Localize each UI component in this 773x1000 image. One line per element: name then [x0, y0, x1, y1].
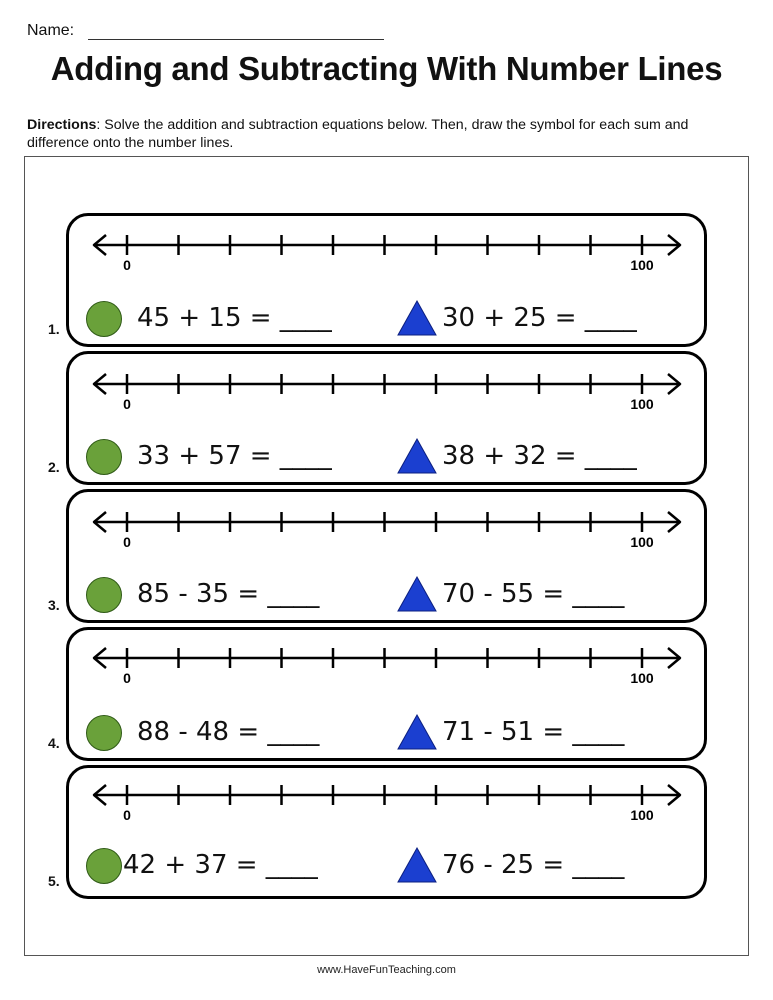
tick-label-end: 100 [630, 670, 654, 686]
circle-equation: 45 + 15 = ____ [137, 303, 332, 333]
circle-symbol-icon [86, 577, 122, 613]
circle-equation: 85 - 35 = ____ [137, 579, 320, 609]
tick-label-start: 0 [123, 257, 131, 273]
directions-label: Directions [27, 117, 97, 133]
circle-equation: 33 + 57 = ____ [137, 441, 332, 471]
tick-label-end: 100 [630, 396, 654, 412]
problem-number: 2. [48, 459, 60, 475]
name-label: Name: [27, 22, 75, 39]
triangle-equation: 76 - 25 = ____ [442, 850, 625, 880]
triangle-symbol-icon [397, 576, 437, 612]
triangle-symbol-icon [397, 438, 437, 474]
tick-label-start: 0 [123, 396, 131, 412]
triangle-equation: 70 - 55 = ____ [442, 579, 625, 609]
circle-symbol-icon [86, 439, 122, 475]
worksheet-title: Adding and Subtracting With Number Lines [50, 50, 723, 87]
directions [27, 116, 747, 152]
problem-number: 1. [48, 321, 60, 337]
circle-symbol-icon [86, 715, 122, 751]
triangle-symbol-icon [397, 300, 437, 336]
circle-equation: 88 - 48 = ____ [137, 717, 320, 747]
circle-equation: 42 + 37 = ____ [123, 850, 318, 880]
triangle-symbol-icon [397, 847, 437, 883]
problem-number: 3. [48, 597, 60, 613]
footer-site: www.HaveFunTeaching.com [317, 964, 456, 976]
name-blank-line[interactable] [88, 23, 384, 40]
tick-label-start: 0 [123, 534, 131, 550]
triangle-symbol-icon [397, 714, 437, 750]
tick-label-end: 100 [630, 257, 654, 273]
triangle-equation: 38 + 32 = ____ [442, 441, 637, 471]
directions-text: : Solve the addition and subtraction equations below. Then, draw the symbol for each sum and difference onto the number lines. [27, 117, 689, 151]
triangle-equation: 30 + 25 = ____ [442, 303, 637, 333]
problem-number: 5. [48, 873, 60, 889]
name-field-row [27, 22, 384, 40]
tick-label-end: 100 [630, 534, 654, 550]
problem-number: 4. [48, 735, 60, 751]
triangle-equation: 71 - 51 = ____ [442, 717, 625, 747]
circle-symbol-icon [86, 848, 122, 884]
tick-label-end: 100 [630, 807, 654, 823]
circle-symbol-icon [86, 301, 122, 337]
tick-label-start: 0 [123, 670, 131, 686]
tick-label-start: 0 [123, 807, 131, 823]
